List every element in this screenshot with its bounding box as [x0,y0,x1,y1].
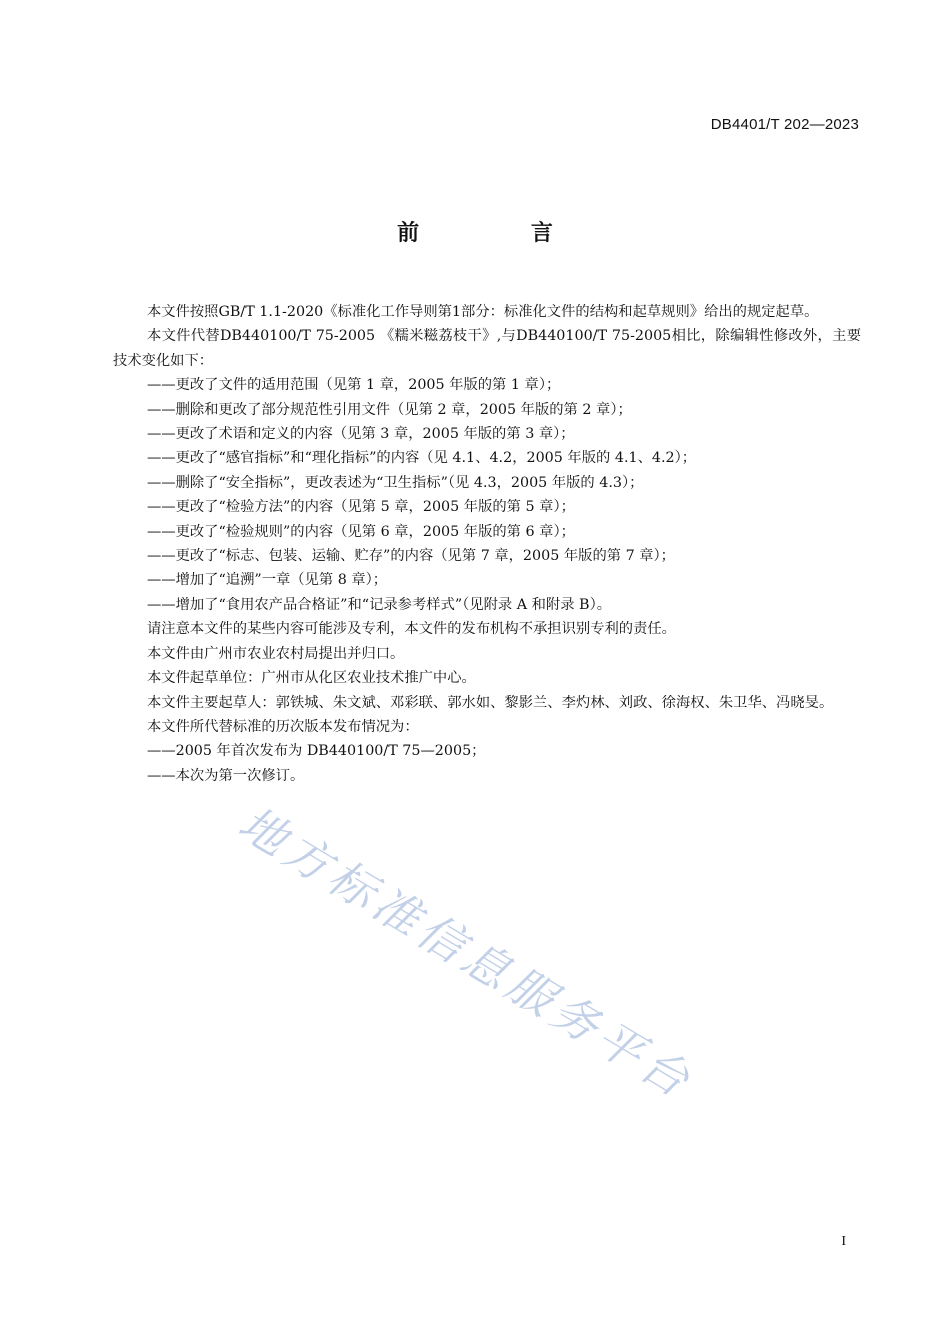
drafters-paragraph: 本文件主要起草人：郭铁城、朱文斌、邓彩联、郭水如、黎影兰、李灼林、刘政、徐海权、朱卫华、冯晓旻。 [147,694,834,711]
change-item: ——更改了文件的适用范围（见第 1 章，2005 年版的第 1 章）； [147,377,561,394]
change-item: ——更改了“感官指标”和“理化指标”的内容（见 4.1、4.2，2005 年版的 4.1、4.2）； [147,450,697,467]
proposer-paragraph: 本文件由广州市农业农村局提出并归口。 [147,645,405,662]
patent-notice: 请注意本文件的某些内容可能涉及专利，本文件的发布机构不承担识别专利的责任。 [147,621,676,638]
change-item: ——增加了“追溯”一章（见第 8 章）； [147,572,388,589]
change-item: ——增加了“食用农产品合格证”和“记录参考样式”（见附录 A 和附录 B）。 [147,596,612,613]
change-item: ——更改了“检验方法”的内容（见第 5 章，2005 年版的第 5 章）； [147,499,575,516]
history-intro: 本文件所代替标准的历次版本发布情况为： [147,718,419,735]
history-item: ——2005 年首次发布为 DB440100/T 75—2005； [147,743,486,760]
replacement-paragraph: 本文件代替DB440100/T 75-2005 《糯米糍荔枝干》,与DB440100/T 75-2005相比，除编辑性修改外，主要技术变化如下： [113,328,861,369]
history-item: ——本次为第一次修订。 [147,767,305,784]
change-item: ——更改了术语和定义的内容（见第 3 章，2005 年版的第 3 章）； [147,426,575,443]
change-item: ——更改了“检验规则”的内容（见第 6 章，2005 年版的第 6 章）； [147,523,575,540]
watermark: 地方标准信息服务平台 [229,795,704,1110]
change-item: ——更改了“标志、包装、运输、贮存”的内容（见第 7 章，2005 年版的第 7 章）； [147,548,675,565]
change-item: ——删除了“安全指标”，更改表述为“卫生指标”（见 4.3，2005 年版的 4.3）； [147,474,644,491]
change-item: ——删除和更改了部分规范性引用文件（见第 2 章，2005 年版的第 2 章）； [147,401,632,418]
document-body [113,300,861,788]
page-title: 前 言 [397,221,605,246]
document-code: DB4401/T 202—2023 [710,116,859,133]
page-number: I [841,1234,846,1249]
drafting-unit-paragraph: 本文件起草单位：广州市从化区农业技术推广中心。 [147,670,476,687]
intro-paragraph: 本文件按照GB/T 1.1-2020《标准化工作导则第1部分：标准化文件的结构和起草规则》给出的规定起草。 [147,304,819,320]
